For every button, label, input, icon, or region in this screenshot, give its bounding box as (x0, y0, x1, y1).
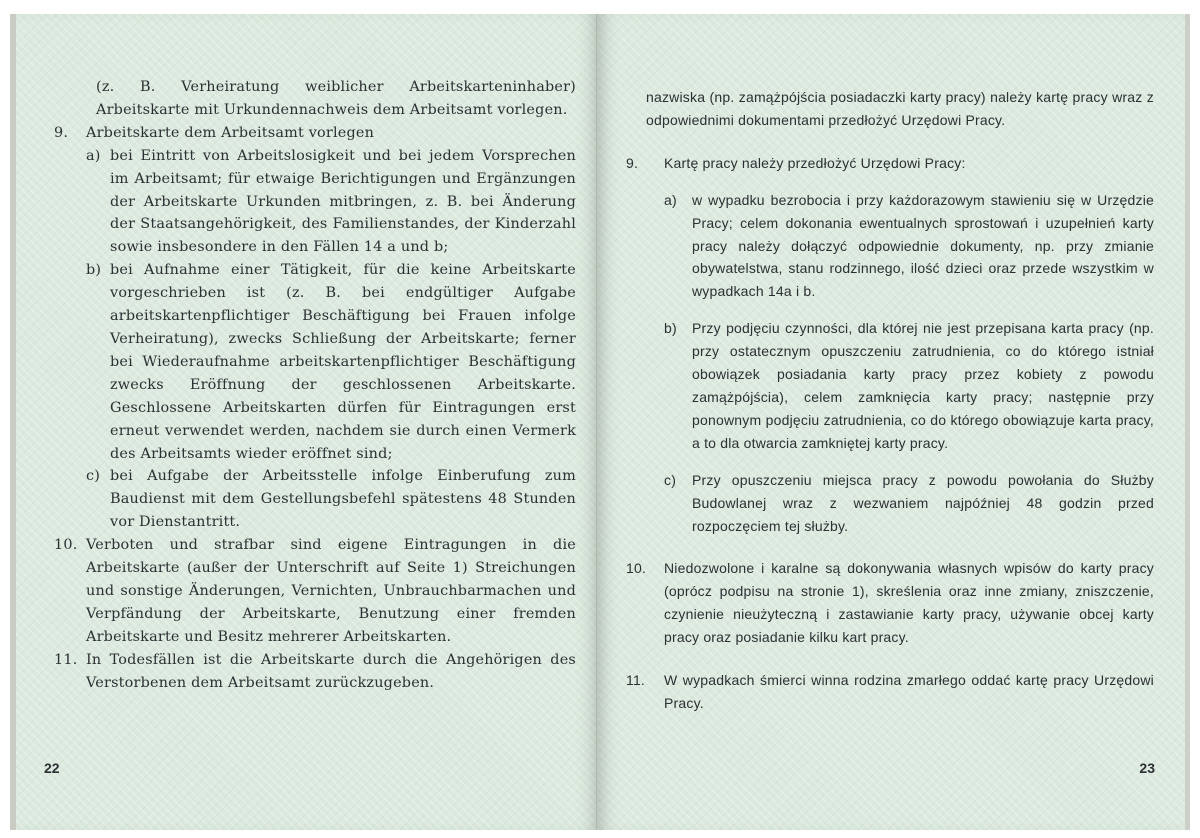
right-item-9c-text: Przy opuszczeniu miejsca pracy z powodu powołania do Służby Budowlanej wraz z wezwaniem najpóźniej 48 godzin przed rozpoczęciem tej służby. (692, 471, 1154, 534)
right-item-11-number: 11. (626, 672, 646, 689)
right-item-9c (664, 469, 1154, 538)
right-item-9 (626, 152, 1154, 175)
right-item-9b-letter: b) (664, 320, 677, 337)
left-item-10 (54, 534, 576, 649)
right-page (598, 14, 1190, 830)
left-item-9a-text: bei Eintritt von Arbeitslosigkeit und bei jedem Vorsprechen im Arbeitsamt; für etwaige Berichtigungen und Ergänzungen der Arbeitskarte Urkunden mitbringen, z. B. bei Änderung der Staatsangehörigkeit, des Familienstandes, der Kinderzahl sowie insbesondere in den Fällen 14 a und b; (110, 147, 576, 256)
left-item-9c-text: bei Aufgabe der Arbeitsstelle infolge Einberufung zum Baudienst mit dem Gestellungsbefehl spätestens 48 Stunden vor Dienstantritt. (110, 468, 576, 531)
right-item-9c-letter: c) (664, 471, 677, 488)
left-item-10-number: 10. (54, 537, 78, 554)
left-intro: (z. B. Verheiratung weiblicher Arbeitskarteninhaber) Arbeitskarte mit Urkundennachweis dem Arbeitsamt vorlegen. (96, 79, 576, 118)
right-item-9a-letter: a) (664, 191, 677, 208)
right-item-9-number: 9. (626, 154, 639, 171)
right-item-11 (626, 669, 1154, 715)
right-item-10 (626, 557, 1154, 649)
left-item-9-number: 9. (54, 124, 69, 141)
left-item-9c (86, 465, 576, 534)
right-item-9b (664, 317, 1154, 454)
right-item-9a (664, 189, 1154, 304)
left-item-9 (54, 122, 576, 534)
left-item-9b (86, 259, 576, 465)
left-item-9a-letter: a) (86, 147, 101, 164)
right-page-number: 23 (1139, 760, 1155, 776)
left-item-9a (86, 145, 576, 260)
left-item-9b-text: bei Aufnahme einer Tätigkeit, für die keine Arbeitskarte vorgeschrieben ist (z. B. bei endgültiger Aufgabe arbeitskartenpflichtiger Beschäftigung bei Frauen infolge Verheiratung), zwecks Schließung der Arbeitskarte; ferner bei Wiederaufnahme arbeitskartenpflichtiger Beschäftigung zwecks Eröffnung der geschlossenen Arbeitskarte. Geschlossene Arbeitskarten dürfen für Eintragungen erst erneut verwendet werden, nachdem sie durch einen Vermerk des Arbeitsamts wieder eröffnet sind; (110, 262, 576, 462)
right-intro: nazwiska (np. zamążpójścia posiadaczki karty pracy) należy kartę pracy wraz z odpowiednimi dokumentami przedłożyć Urzędowi Pracy. (646, 89, 1154, 128)
left-page-text (54, 76, 576, 694)
left-item-9-text: Arbeitskarte dem Arbeitsamt vorlegen (86, 124, 375, 141)
right-item-9-text: Kartę pracy należy przedłożyć Urzędowi Pracy: (664, 154, 966, 171)
left-item-11-text: In Todesfällen ist die Arbeitskarte durch die Angehörigen des Verstorbenen dem Arbeitsamt zurückzugeben. (86, 651, 576, 691)
left-item-11-number: 11. (54, 651, 78, 668)
left-item-11 (54, 649, 576, 695)
right-item-11-text: W wypadkach śmierci winna rodzina zmarłego oddać kartę pracy Urzędowi Pracy. (664, 672, 1154, 711)
left-page (10, 14, 598, 830)
right-item-9b-text: Przy podjęciu czynności, dla której nie jest przepisana karta pracy (np. przy ostatecznym opuszczeniu zatrudnienia, co do którego istniał obowiązek posiadania karty pracy przez kobiety z powodu zamążpójścia), celem zamknięcia karty pracy; następnie przy ponownym podjęciu zatrudnienia, co do którego obowiązuje karta pracy, a to dla otwarcia zamkniętej karty pracy. (692, 320, 1154, 451)
right-page-text (626, 86, 1154, 715)
right-item-9a-text: w wypadku bezrobocia i przy każdorazowym stawieniu się w Urzędzie Pracy; celem dokonania ewentualnych sprostowań i uzupełnień karty pracy należy dołączyć odpowiednie dokumenty, np. przy zmianie obywatelstwa, stanu rodzinnego, ilość dzieci oraz przede wszystkim w wypadkach 14a i b. (692, 191, 1154, 300)
left-page-number: 22 (44, 760, 60, 776)
right-item-10-text: Niedozwolone i karalne są dokonywania własnych wpisów do karty pracy (oprócz podpisu na stronie 1), skreślenia oraz inne zmiany, zniszczenie, czynienie nieużyteczną i zastawianie karty pracy, używanie obcej karty pracy oraz posiadanie kilku kart pracy. (664, 560, 1154, 646)
left-item-10-text: Verboten und strafbar sind eigene Eintragungen in die Arbeitskarte (außer der Unterschrift auf Seite 1) Streichungen und sonstige Änderungen, Vernichten, Unbrauchbarmachen und Verpfändung der Arbeitskarte, Benutzung einer fremden Arbeitskarte und Besitz mehrerer Arbeitskarten. (86, 537, 576, 645)
left-item-9c-letter: c) (86, 468, 101, 485)
left-item-9b-letter: b) (86, 262, 102, 279)
right-item-10-number: 10. (626, 560, 647, 577)
